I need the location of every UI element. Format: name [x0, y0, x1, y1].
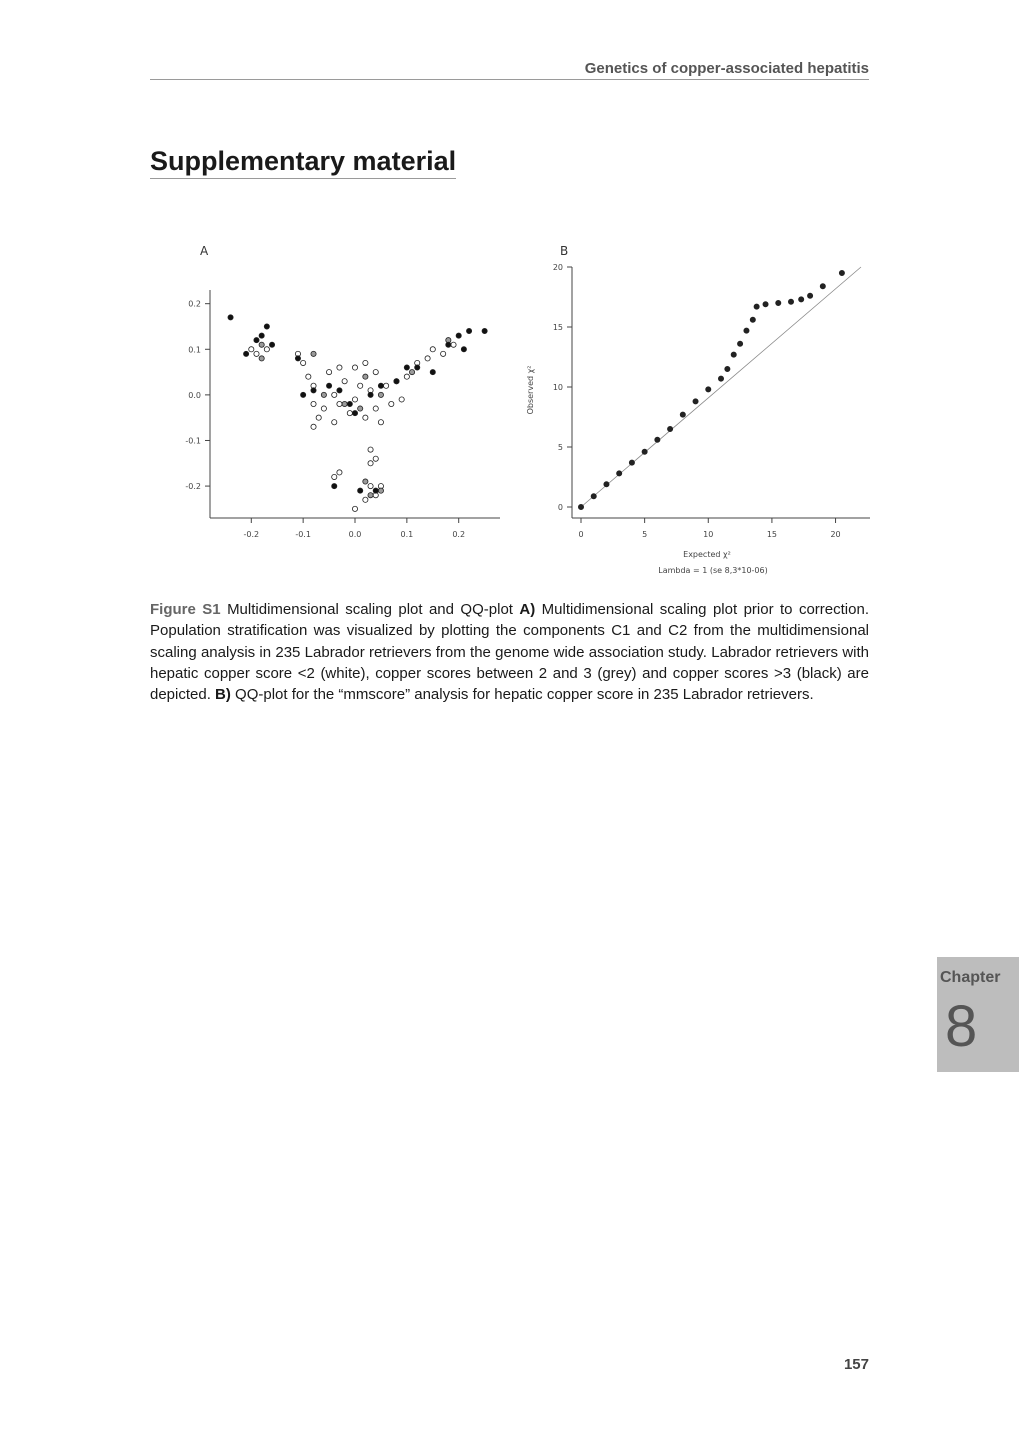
panel-a-data-point	[425, 356, 430, 361]
panel-b-data-point	[763, 302, 768, 307]
panel-a-data-point	[342, 379, 347, 384]
panel-b-y-axis-label: Observed χ²	[526, 365, 535, 415]
panel-b-data-point	[839, 270, 844, 275]
panel-b-ytick-label: 20	[552, 263, 563, 272]
panel-a-data-point	[259, 356, 264, 361]
panel-a-data-point	[446, 342, 451, 347]
panel-b-data-point	[617, 471, 622, 476]
panel-a-data-point	[363, 415, 368, 420]
panel-a-data-point	[311, 401, 316, 406]
panel-b-data-point	[655, 437, 660, 442]
caption-b-label: B)	[215, 686, 231, 704]
figure-s1	[170, 235, 875, 585]
panel-a-xtick-label: 0.1	[400, 530, 414, 539]
panel-a-data-point	[358, 488, 363, 493]
panel-a-data-point	[415, 365, 420, 370]
caption-text-1: Multidimensional scaling plot and QQ-plot	[220, 601, 520, 618]
panel-b-data-point	[642, 449, 647, 454]
panel-a-data-point	[352, 506, 357, 511]
panel-a-data-point	[347, 401, 352, 406]
panel-b-data-point	[744, 328, 749, 333]
panel-a-data-point	[254, 338, 259, 343]
panel-b-label: B	[560, 244, 569, 258]
caption-text-2: Multidimensional scaling plot prior to correction. Population stratification was visualized by plotting the components C1 and C2 from the multidimensional scaling analysis in 235 Labrador retrievers from the genome wide association study. Labrador retrievers with hepatic copper score <2 (white), copper scores between 2 and 3 (grey) and copper scores >3 (black) are depicted.	[150, 601, 869, 704]
panel-a-data-point	[368, 461, 373, 466]
panel-b-xtick-label: 15	[766, 530, 778, 539]
panel-a-data-point	[368, 392, 373, 397]
panel-a-data-point	[337, 401, 342, 406]
panel-b-ytick-label: 15	[552, 323, 563, 332]
panel-b-xtick-label: 10	[703, 530, 714, 539]
panel-b-reference-line	[581, 267, 861, 507]
panel-a-data-point	[363, 360, 368, 365]
panel-a-data-point	[368, 483, 373, 488]
section-title: Supplementary material	[150, 144, 456, 179]
panel-a-data-point	[337, 470, 342, 475]
panel-a-data-point	[347, 411, 352, 416]
panel-a-data-point	[378, 392, 383, 397]
panel-a-data-point	[363, 497, 368, 502]
panel-a-data-point	[404, 365, 409, 370]
panel-a-data-point	[404, 374, 409, 379]
figure-caption	[150, 599, 869, 705]
panel-b-data-point	[820, 284, 825, 289]
panel-a-data-point	[373, 369, 378, 374]
panel-a-data-point	[228, 315, 233, 320]
caption-text-3: QQ-plot for the “mmscore” analysis for hepatic copper score in 235 Labrador retrievers.	[230, 686, 814, 704]
chapter-number: 8	[945, 994, 978, 1059]
panel-a-label: A	[200, 244, 209, 258]
panel-a-data-point	[269, 342, 274, 347]
panel-a-data-point	[389, 401, 394, 406]
panel-a-data-point	[456, 333, 461, 338]
panel-a-data-point	[311, 351, 316, 356]
panel-b-data-point	[807, 293, 812, 298]
panel-a-data-point	[326, 369, 331, 374]
caption-figure-label: Figure S1	[150, 601, 221, 618]
figure-svg	[170, 235, 875, 585]
panel-a-ytick-label: 0.1	[188, 345, 201, 355]
panel-a-data-point	[430, 347, 435, 352]
panel-b-data-point	[725, 366, 730, 371]
panel-a-ytick-label: 0.0	[188, 390, 201, 400]
panel-b-xtick-label: 20	[830, 530, 841, 539]
panel-a-xtick-label: -0.1	[295, 530, 311, 539]
panel-a-data-point	[332, 420, 337, 425]
panel-b-xtick-label: 0	[578, 530, 584, 539]
panel-b-data-point	[591, 494, 596, 499]
panel-a-data-point	[373, 456, 378, 461]
panel-a-data-point	[342, 401, 347, 406]
panel-b-data-point	[776, 300, 781, 305]
panel-a-data-point	[441, 351, 446, 356]
panel-b-data-point	[604, 482, 609, 487]
panel-a-data-point	[316, 415, 321, 420]
panel-b-data-point	[680, 412, 685, 417]
panel-a-data-point	[466, 328, 471, 333]
panel-a-data-point	[321, 392, 326, 397]
panel-a-data-point	[363, 479, 368, 484]
chapter-word: Chapter	[940, 969, 1001, 986]
panel-a-data-point	[321, 406, 326, 411]
panel-a-data-point	[352, 411, 357, 416]
panel-a-data-point	[352, 397, 357, 402]
panel-b-data-point	[706, 387, 711, 392]
panel-a-data-point	[259, 342, 264, 347]
panel-b-qq-plot	[526, 244, 870, 575]
panel-a-data-point	[295, 356, 300, 361]
panel-a-data-point	[244, 351, 249, 356]
chapter-tab	[937, 957, 1019, 1072]
panel-a-data-point	[249, 347, 254, 352]
panel-a-data-point	[399, 397, 404, 402]
panel-a-data-point	[259, 333, 264, 338]
panel-b-data-point	[737, 341, 742, 346]
panel-a-data-point	[394, 379, 399, 384]
panel-b-data-point	[731, 352, 736, 357]
panel-b-ytick-label: 0	[557, 503, 563, 512]
panel-a-data-point	[254, 351, 259, 356]
panel-b-xtick-label: 5	[642, 530, 648, 539]
panel-b-ytick-label: 10	[552, 383, 563, 392]
panel-a-data-point	[264, 347, 269, 352]
panel-a-ytick-label: 0.2	[188, 299, 201, 309]
panel-a-data-point	[373, 488, 378, 493]
panel-a-data-point	[332, 483, 337, 488]
panel-a-xtick-label: 0.0	[348, 530, 362, 539]
panel-b-ytick-label: 5	[557, 443, 563, 452]
page-number: 157	[843, 1356, 869, 1373]
caption-a-label: A)	[519, 601, 536, 618]
panel-a-mds-plot	[185, 244, 500, 539]
panel-a-data-point	[363, 374, 368, 379]
panel-a-data-point	[301, 392, 306, 397]
running-header: Genetics of copper-associated hepatitis	[150, 60, 869, 80]
panel-a-data-point	[358, 383, 363, 388]
panel-b-data-point	[578, 504, 583, 509]
panel-a-data-point	[337, 365, 342, 370]
panel-a-ytick-label: -0.2	[185, 482, 201, 492]
panel-a-data-point	[378, 383, 383, 388]
panel-b-data-point	[667, 426, 672, 431]
panel-a-data-point	[378, 488, 383, 493]
panel-a-data-point	[384, 383, 389, 388]
panel-a-data-point	[306, 374, 311, 379]
panel-a-data-point	[337, 388, 342, 393]
panel-a-data-point	[352, 365, 357, 370]
panel-b-data-point	[788, 299, 793, 304]
panel-a-data-point	[409, 369, 414, 374]
panel-a-data-point	[430, 369, 435, 374]
panel-a-data-point	[332, 474, 337, 479]
panel-a-data-point	[368, 447, 373, 452]
panel-a-data-point	[311, 388, 316, 393]
panel-a-data-point	[311, 424, 316, 429]
panel-a-data-point	[378, 420, 383, 425]
panel-a-data-point	[368, 493, 373, 498]
panel-b-data-point	[799, 297, 804, 302]
panel-a-data-point	[358, 406, 363, 411]
panel-a-data-point	[461, 347, 466, 352]
panel-a-data-point	[301, 360, 306, 365]
panel-b-data-point	[754, 304, 759, 309]
panel-b-lambda-annotation: Lambda = 1 (se 8,3*10-06)	[658, 566, 768, 575]
panel-a-data-point	[264, 324, 269, 329]
panel-a-xtick-label: 0.2	[452, 530, 466, 539]
panel-a-data-point	[482, 328, 487, 333]
panel-a-data-point	[332, 392, 337, 397]
panel-a-data-point	[326, 383, 331, 388]
panel-a-data-point	[373, 406, 378, 411]
panel-b-data-point	[718, 376, 723, 381]
panel-b-x-axis-label: Expected χ²	[683, 550, 731, 559]
panel-b-data-point	[750, 317, 755, 322]
panel-a-data-point	[451, 342, 456, 347]
panel-b-data-point	[629, 460, 634, 465]
panel-a-xtick-label: -0.2	[243, 530, 260, 539]
panel-a-ytick-label: -0.1	[185, 436, 201, 446]
panel-b-data-point	[693, 399, 698, 404]
